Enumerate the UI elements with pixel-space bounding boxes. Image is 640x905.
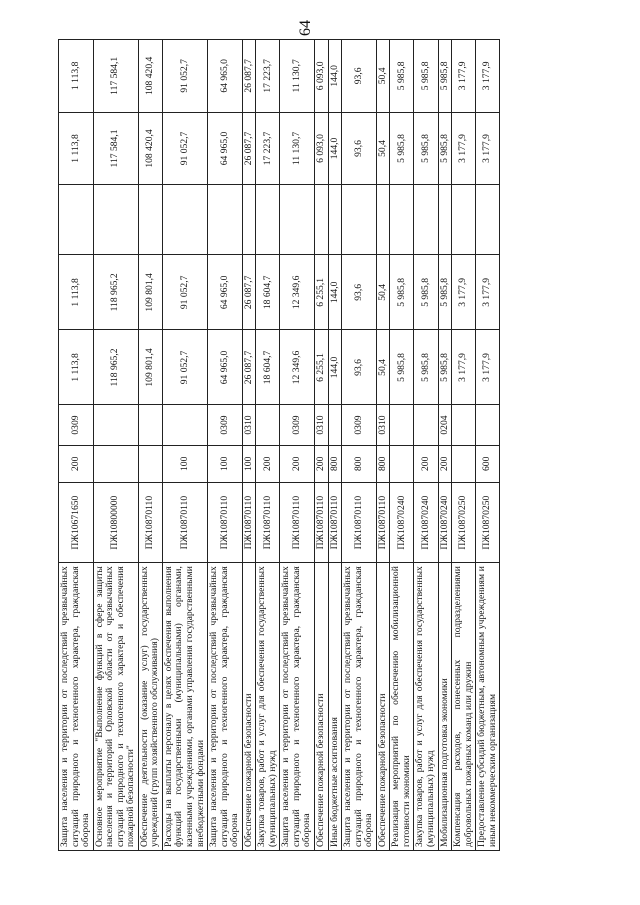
row-rz: 0309 xyxy=(280,405,315,445)
row-vr: 100 xyxy=(162,445,207,483)
row-value-b: 91 052,7 xyxy=(162,255,207,330)
row-value-a: 1 113,8 xyxy=(59,330,94,405)
row-value-c xyxy=(256,185,280,255)
row-vr: 600 xyxy=(476,445,500,483)
row-name: Предоставление субсидий бюджетным, автономным учреждениям и иным некоммерческим организациям xyxy=(476,563,500,851)
row-vr: 100 xyxy=(242,445,256,483)
row-value-c xyxy=(93,185,138,255)
row-name: Защита населения и территории от последствий чрезвычайных ситуаций природного и техногенного характера, гражданская оборона xyxy=(208,563,243,851)
row-value-a: 64 965,0 xyxy=(208,330,243,405)
row-value-e: 26 087,7 xyxy=(242,40,256,113)
row-value-b: 5 985,8 xyxy=(414,255,438,330)
row-rz xyxy=(452,405,476,445)
table-row xyxy=(342,40,377,851)
row-value-a: 26 087,7 xyxy=(242,330,256,405)
row-name: Реализация мероприятий по обеспечению мобилизационной готовности экономики xyxy=(390,563,414,851)
table-row xyxy=(162,40,207,851)
row-value-d: 117 584,1 xyxy=(93,112,138,185)
row-value-c xyxy=(476,185,500,255)
row-value-e: 50,4 xyxy=(376,40,390,113)
row-name: Закупка товаров, работ и услуг для обеспечения государственных (муниципальных) нужд xyxy=(414,563,438,851)
row-value-b: 3 177,9 xyxy=(452,255,476,330)
row-code: ПЖ10870110 xyxy=(376,483,390,563)
row-value-c xyxy=(342,185,377,255)
row-vr xyxy=(138,445,162,483)
row-code: ПЖ10870110 xyxy=(242,483,256,563)
row-value-a: 144,0 xyxy=(328,330,342,405)
row-code: ПЖ10870110 xyxy=(162,483,207,563)
row-value-a: 3 177,9 xyxy=(476,330,500,405)
row-name: Закупка товаров, работ и услуг для обеспечения государственных (муниципальных) нужд xyxy=(256,563,280,851)
row-value-d: 11 130,7 xyxy=(280,112,315,185)
row-value-d: 93,6 xyxy=(342,112,377,185)
row-value-e: 17 223,7 xyxy=(256,40,280,113)
row-rz xyxy=(162,405,207,445)
budget-table-rotated xyxy=(58,39,597,851)
row-code: ПЖ10870240 xyxy=(438,483,452,563)
row-value-d: 26 087,7 xyxy=(242,112,256,185)
row-code: ПЖ10870110 xyxy=(256,483,280,563)
table-row xyxy=(438,40,452,851)
row-rz: 0309 xyxy=(59,405,94,445)
row-code: ПЖ10870240 xyxy=(390,483,414,563)
row-code: ПЖ10870250 xyxy=(476,483,500,563)
table-row xyxy=(208,40,243,851)
row-value-a: 12 349,6 xyxy=(280,330,315,405)
row-rz xyxy=(93,405,138,445)
row-value-b: 6 255,1 xyxy=(315,255,329,330)
row-value-c xyxy=(242,185,256,255)
row-value-a: 91 052,7 xyxy=(162,330,207,405)
row-value-b: 5 985,8 xyxy=(438,255,452,330)
row-value-d: 5 985,8 xyxy=(438,112,452,185)
row-value-a: 3 177,9 xyxy=(452,330,476,405)
row-value-a: 5 985,8 xyxy=(390,330,414,405)
row-rz xyxy=(476,405,500,445)
row-name: Обеспечение пожарной безопасности xyxy=(242,563,256,851)
table-row xyxy=(256,40,280,851)
row-value-e: 108 420,4 xyxy=(138,40,162,113)
row-value-e: 5 985,8 xyxy=(390,40,414,113)
row-value-d: 64 965,0 xyxy=(208,112,243,185)
row-vr xyxy=(390,445,414,483)
row-value-b: 12 349,6 xyxy=(280,255,315,330)
row-vr: 800 xyxy=(342,445,377,483)
row-value-e: 93,6 xyxy=(342,40,377,113)
row-value-d: 108 420,4 xyxy=(138,112,162,185)
row-name: Расходы на выплаты персоналу в целях обеспечения выполнения функций государственными (муниципальными) органами, казенными учреждениями, органами управления государственными внебюджетными фондами xyxy=(162,563,207,851)
row-rz: 0310 xyxy=(242,405,256,445)
row-value-b: 64 965,0 xyxy=(208,255,243,330)
row-rz: 0309 xyxy=(342,405,377,445)
table-row xyxy=(476,40,500,851)
row-value-a: 93,6 xyxy=(342,330,377,405)
row-value-e: 11 130,7 xyxy=(280,40,315,113)
row-value-a: 6 255,1 xyxy=(315,330,329,405)
row-code: ПЖ10870110 xyxy=(280,483,315,563)
row-rz xyxy=(256,405,280,445)
row-value-a: 18 604,7 xyxy=(256,330,280,405)
row-value-e: 91 052,7 xyxy=(162,40,207,113)
row-value-e: 3 177,9 xyxy=(476,40,500,113)
row-value-b: 93,6 xyxy=(342,255,377,330)
row-value-e: 1 113,8 xyxy=(59,40,94,113)
row-value-d: 91 052,7 xyxy=(162,112,207,185)
row-value-b: 50,4 xyxy=(376,255,390,330)
row-rz xyxy=(414,405,438,445)
row-value-a: 118 965,2 xyxy=(93,330,138,405)
table-row xyxy=(452,40,476,851)
table-row xyxy=(138,40,162,851)
row-rz: 0204 xyxy=(438,405,452,445)
table-row xyxy=(328,40,342,851)
row-code: ПЖ10870110 xyxy=(328,483,342,563)
row-value-c xyxy=(59,185,94,255)
row-rz: 0310 xyxy=(315,405,329,445)
row-value-c xyxy=(315,185,329,255)
table-row xyxy=(315,40,329,851)
row-vr: 200 xyxy=(59,445,94,483)
row-value-b: 5 985,8 xyxy=(390,255,414,330)
row-value-b: 26 087,7 xyxy=(242,255,256,330)
row-value-b: 3 177,9 xyxy=(476,255,500,330)
row-value-d: 3 177,9 xyxy=(476,112,500,185)
row-value-c xyxy=(390,185,414,255)
row-value-d: 1 113,8 xyxy=(59,112,94,185)
row-code: ПЖ10800000 xyxy=(93,483,138,563)
table-row xyxy=(93,40,138,851)
row-vr: 800 xyxy=(328,445,342,483)
row-value-a: 50,4 xyxy=(376,330,390,405)
row-name: Обеспечение пожарной безопасности xyxy=(376,563,390,851)
row-value-d: 5 985,8 xyxy=(414,112,438,185)
row-value-b: 118 965,2 xyxy=(93,255,138,330)
row-value-c xyxy=(376,185,390,255)
row-name: Обеспечение деятельности (оказание услуг) государственных учреждений (групп хозяйственного обслуживания) xyxy=(138,563,162,851)
row-vr: 800 xyxy=(376,445,390,483)
row-value-e: 6 093,0 xyxy=(315,40,329,113)
row-value-a: 5 985,8 xyxy=(414,330,438,405)
page-number: 64 xyxy=(297,20,314,36)
row-value-e: 5 985,8 xyxy=(414,40,438,113)
row-name: Иные бюджетные ассигнования xyxy=(328,563,342,851)
row-vr: 100 xyxy=(208,445,243,483)
table-row xyxy=(59,40,94,851)
row-value-b: 109 801,4 xyxy=(138,255,162,330)
row-code: ПЖ10870110 xyxy=(138,483,162,563)
row-vr: 200 xyxy=(256,445,280,483)
row-vr: 200 xyxy=(280,445,315,483)
row-value-a: 109 801,4 xyxy=(138,330,162,405)
table-row xyxy=(242,40,256,851)
row-rz xyxy=(390,405,414,445)
row-value-b: 144,0 xyxy=(328,255,342,330)
row-rz xyxy=(138,405,162,445)
row-vr xyxy=(452,445,476,483)
row-value-e: 5 985,8 xyxy=(438,40,452,113)
row-value-b: 18 604,7 xyxy=(256,255,280,330)
row-value-c xyxy=(162,185,207,255)
table-row xyxy=(280,40,315,851)
row-name: Защита населения и территории от последствий чрезвычайных ситуаций природного и техногенного характера, гражданская оборона xyxy=(280,563,315,851)
row-code: ПЖ10671650 xyxy=(59,483,94,563)
row-value-e: 144,0 xyxy=(328,40,342,113)
row-value-c xyxy=(452,185,476,255)
row-rz xyxy=(328,405,342,445)
row-code: ПЖ10870110 xyxy=(342,483,377,563)
row-value-d: 3 177,9 xyxy=(452,112,476,185)
row-value-d: 6 093,0 xyxy=(315,112,329,185)
row-name: Мобилизационная подготовка экономики xyxy=(438,563,452,851)
row-value-c xyxy=(328,185,342,255)
row-value-c xyxy=(438,185,452,255)
row-vr: 200 xyxy=(315,445,329,483)
table-row xyxy=(390,40,414,851)
row-name: Защита населения и территории от последствий чрезвычайных ситуаций природного и техногенного характера, гражданская оборона xyxy=(342,563,377,851)
row-vr: 200 xyxy=(414,445,438,483)
row-value-d: 17 223,7 xyxy=(256,112,280,185)
row-value-b: 1 113,8 xyxy=(59,255,94,330)
row-value-c xyxy=(414,185,438,255)
row-value-e: 3 177,9 xyxy=(452,40,476,113)
table-row xyxy=(376,40,390,851)
row-value-e: 117 584,1 xyxy=(93,40,138,113)
budget-table xyxy=(58,39,500,851)
row-value-d: 50,4 xyxy=(376,112,390,185)
row-value-d: 144,0 xyxy=(328,112,342,185)
row-code: ПЖ10870240 xyxy=(414,483,438,563)
row-value-c xyxy=(208,185,243,255)
row-code: ПЖ10870110 xyxy=(208,483,243,563)
row-value-a: 5 985,8 xyxy=(438,330,452,405)
row-code: ПЖ10870110 xyxy=(315,483,329,563)
row-name: Обеспечение пожарной безопасности xyxy=(315,563,329,851)
row-rz: 0310 xyxy=(376,405,390,445)
row-vr xyxy=(93,445,138,483)
row-value-e: 64 965,0 xyxy=(208,40,243,113)
row-rz: 0309 xyxy=(208,405,243,445)
row-name: Защита населения и территории от последствий чрезвычайных ситуаций природного и техногенного характера, гражданская оборона xyxy=(59,563,94,851)
row-name: Компенсация расходов, понесенных подразделениями добровольных пожарных команд или дружин xyxy=(452,563,476,851)
row-code: ПЖ10870250 xyxy=(452,483,476,563)
row-vr: 200 xyxy=(438,445,452,483)
row-value-c xyxy=(138,185,162,255)
row-value-c xyxy=(280,185,315,255)
row-name: Основное мероприятие "Выполнение функций в сфере защиты населения и территорий Орловской области от чрезвычайных ситуаций природного и техногенного характера и обеспечения пожарной безопасности" xyxy=(93,563,138,851)
table-row xyxy=(414,40,438,851)
row-value-d: 5 985,8 xyxy=(390,112,414,185)
